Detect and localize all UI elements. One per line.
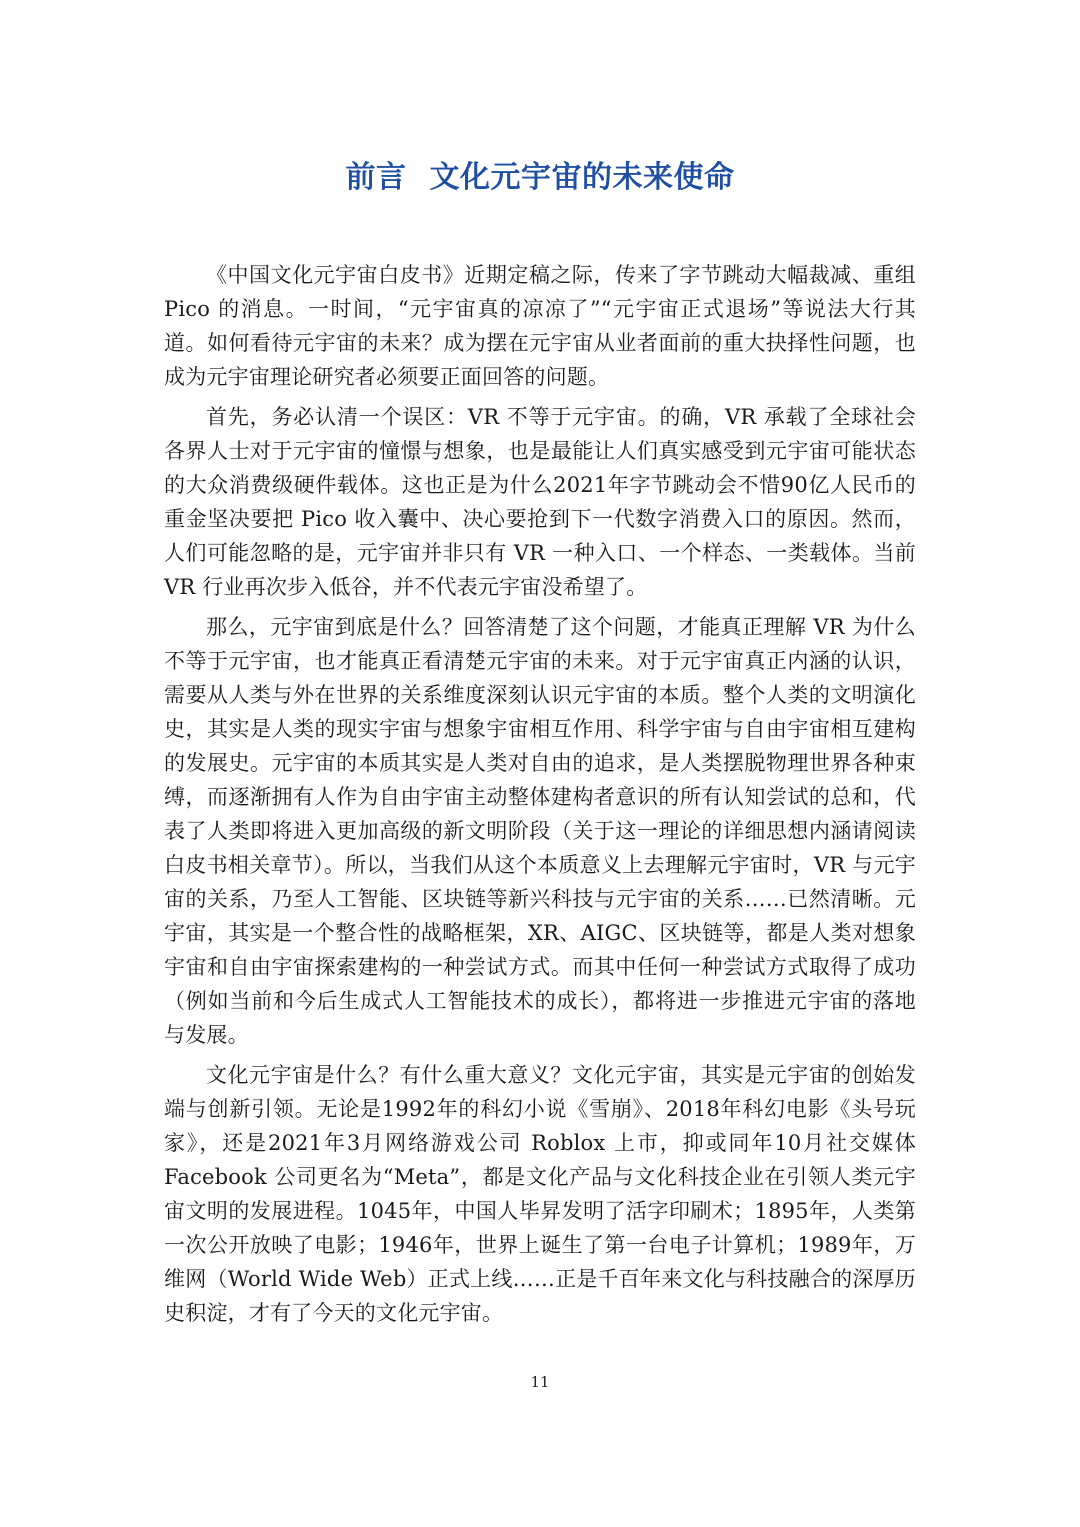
page-title: 前言 文化元宇宙的未来使命 [345, 160, 735, 196]
page-number: 11 [530, 1373, 550, 1391]
body-text [164, 258, 916, 1336]
paragraph-3: 那么，元宇宙到底是什么？回答清楚了这个问题，才能真正理解 VR 为什么不等于元宇宙，也才能真正看清楚元宇宙的未来。对于元宇宙真正内涵的认识，需要从人类与外在世界的关系维度深刻认识元宇宙的本质。整个人类的文明演化史，其实是人类的现实宇宙与想象宇宙相互作用、科学宇宙与自由宇宙相互建构的发展史。元宇宙的本质其实是人类对自由的追求，是人类摆脱物理世界各种束缚，而逐渐拥有人作为自由宇宙主动整体建构者意识的所有认知尝试的总和，代表了人类即将进入更加高级的新文明阶段（关于这一理论的详细思想内涵请阅读白皮书相关章节）。所以，当我们从这个本质意义上去理解元宇宙时，VR 与元宇宙的关系，乃至人工智能、区块链等新兴科技与元宇宙的关系……已然清晰。元宇宙，其实是一个整合性的战略框架，XR、AIGC、区块链等，都是人类对想象宇宙和自由宇宙探索建构的一种尝试方式。而其中任何一种尝试方式取得了成功（例如当前和今后生成式人工智能技术的成长），都将进一步推进元宇宙的落地与发展。 [164, 615, 916, 1047]
paragraph-2: 首先，务必认清一个误区：VR 不等于元宇宙。的确，VR 承载了全球社会各界人士对于元宇宙的憧憬与想象，也是最能让人们真实感受到元宇宙可能状态的大众消费级硬件载体。这也正是为什么2021年字节跳动会不惜90亿人民币的重金坚决要把 Pico 收入囊中、决心要抢到下一代数字消费入口的原因。然而，人们可能忽略的是，元宇宙并非只有 VR 一种入口、一个样态、一类载体。当前 VR 行业再次步入低谷，并不代表元宇宙没希望了。 [164, 405, 916, 599]
paragraph-1: 《中国文化元宇宙白皮书》近期定稿之际，传来了字节跳动大幅裁减、重组 Pico 的消息。一时间，“元宇宙真的凉凉了”“元宇宙正式退场”等说法大行其道。如何看待元宇宙的未来？成为摆在元宇宙从业者面前的重大抉择性问题，也成为元宇宙理论研究者必须要正面回答的问题。 [164, 263, 916, 389]
paragraph-4: 文化元宇宙是什么？有什么重大意义？文化元宇宙，其实是元宇宙的创始发端与创新引领。无论是1992年的科幻小说《雪崩》、2018年科幻电影《头号玩家》，还是2021年3月网络游戏公司 Roblox 上市，抑或同年10月社交媒体 Facebook 公司更名为“Meta”，都是文化产品与文化科技企业在引领人类元宇宙文明的发展进程。1045年，中国人毕昇发明了活字印刷术；1895年，人类第一次公开放映了电影；1946年，世界上诞生了第一台电子计算机；1989年，万维网（World Wide Web）正式上线……正是千百年来文化与科技融合的深厚历史积淀，才有了今天的文化元宇宙。 [164, 1063, 916, 1325]
